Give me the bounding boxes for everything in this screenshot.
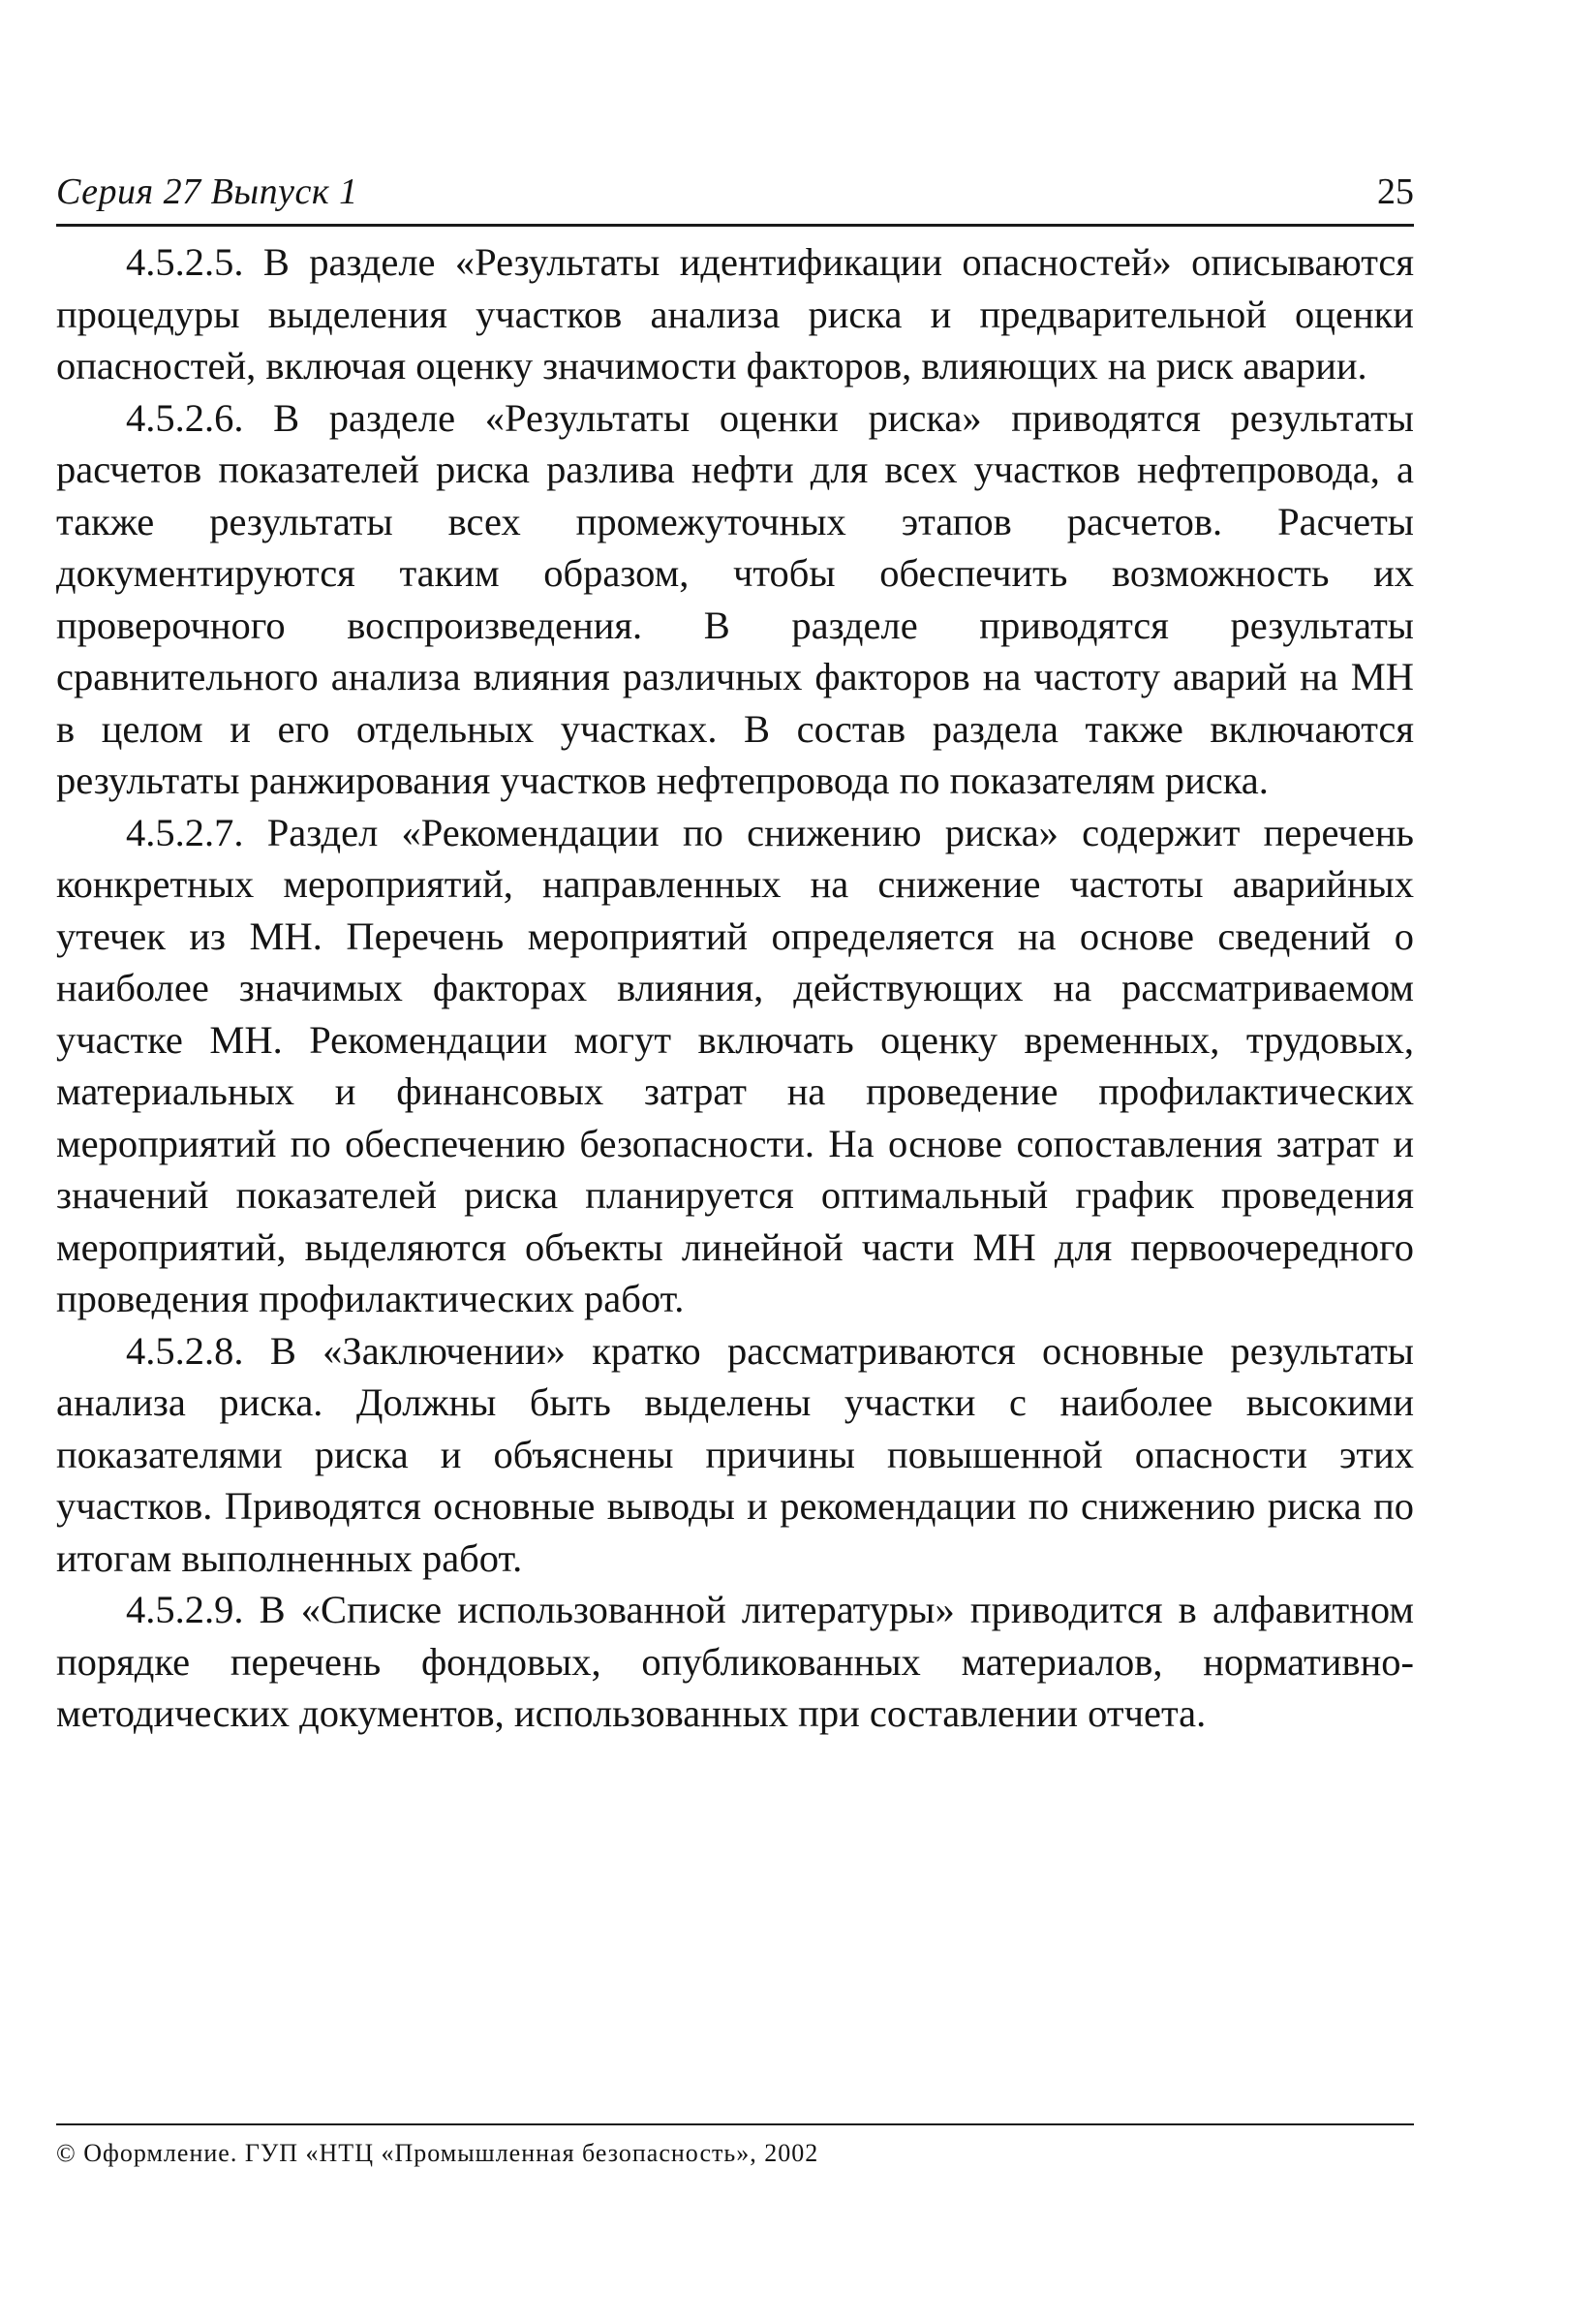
paragraph-4-5-2-8: 4.5.2.8. В «Заключении» кратко рассматриваются основные результаты анализа риска. Должны быть выделены участки с наиболее высокими показателями риска и объяснены причины повышенной опасности этих участков. Приводятся основные выводы и рекомендации по снижению риска по итогам выполненных работ. [56,1328,1414,1580]
paragraph-4-5-2-5: 4.5.2.5. В разделе «Результаты идентификации опасностей» описываются процедуры выделения участков анализа риска и предварительной оценки опасностей, включая оценку значимости факторов, влияющих на риск аварии. [56,240,1414,387]
body-text [56,236,1414,1740]
copyright-note: © Оформление. ГУП «НТЦ «Промышленная безопасность», 2002 [56,2139,819,2167]
series-issue-label: Серия 27 Выпуск 1 [56,171,358,212]
header-rule [56,224,1414,227]
page-number: 25 [1377,171,1414,212]
running-header [56,163,1414,227]
paragraph-4-5-2-7: 4.5.2.7. Раздел «Рекомендации по снижению риска» содержит перечень конкретных мероприятий, направленных на снижение частоты аварийных утечек из МН. Перечень мероприятий определяется на основе сведений о наиболее значимых факторах влияния, действующих на рассматриваемом участке МН. Рекомендации могут включать оценку временных, трудовых, материальных и финансовых затрат на проведение профилактических мероприятий по обеспечению безопасности. На основе сопоставления затрат и значений показателей риска планируется оптимальный график проведения мероприятий, выделяются объекты линейной части МН для первоочередного проведения профилактических работ. [56,810,1414,1320]
paragraph-4-5-2-6: 4.5.2.6. В разделе «Результаты оценки риска» приводятся результаты расчетов показателей риска разлива нефти для всех участков нефтепровода, а также результаты всех промежуточных этапов расчетов. Расчеты документируются таким образом, чтобы обеспечить возможность их проверочного воспроизведения. В разделе приводятся результаты сравнительного анализа влияния различных факторов на частоту аварий на МН в целом и его отдельных участках. В состав раздела также включаются результаты ранжирования участков нефтепровода по показателям риска. [56,395,1414,802]
footer-rule [56,2123,1414,2125]
paragraph-4-5-2-9: 4.5.2.9. В «Списке использованной литературы» приводится в алфавитном порядке перечень фондовых, опубликованных материалов, нормативно-методических документов, использованных при составлении отчета. [56,1588,1414,1735]
